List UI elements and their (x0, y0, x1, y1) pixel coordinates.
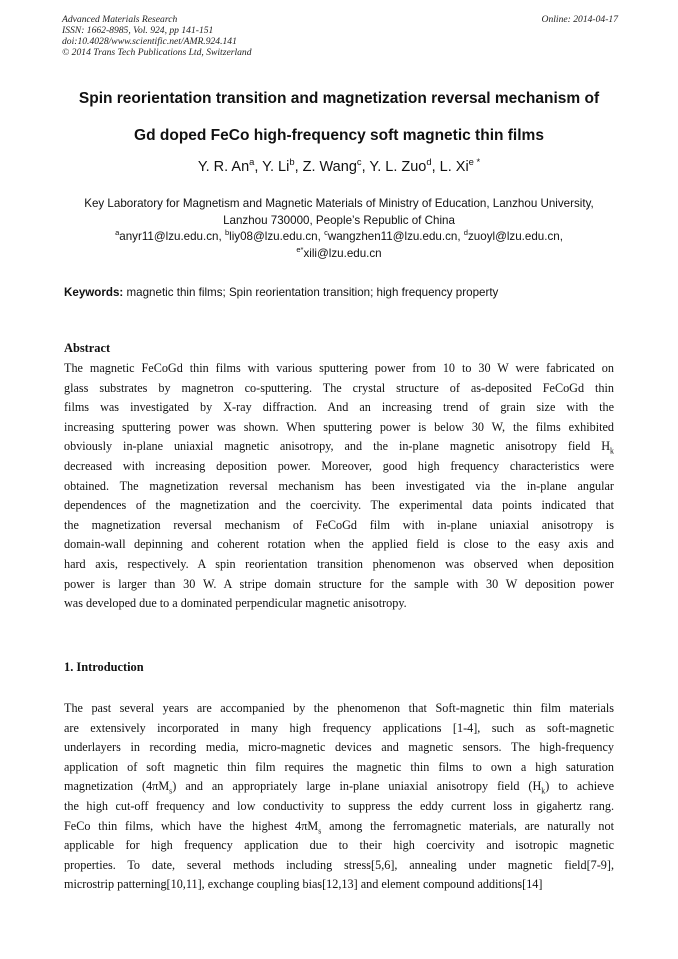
email-mark: d (463, 228, 468, 238)
affiliation-block (58, 196, 620, 262)
introduction-line: magnetization $(4\pi M_s)$ and an appropriately large in-plane uniaxial anisotropy field $(H_k)$ to achieve (64, 779, 614, 796)
author-name: Z. Wang (302, 159, 357, 175)
doi-line: doi:10.4028/www.scientific.net/AMR.924.141 (62, 36, 237, 47)
author-name: L. Xi (439, 159, 469, 175)
keywords-label: Keywords: (64, 286, 124, 299)
abstract-line: increasing sputtering power was shown. When sputtering power is below 30 W, the films exhibited (64, 419, 614, 434)
issn-line: ISSN: 1662-8985, Vol. 924, pp 141-151 (62, 25, 214, 36)
author-email[interactable]: liy08@lzu.edu.cn (229, 230, 318, 243)
email-mark: c (324, 228, 328, 238)
online-date: Online: 2014-04-17 (541, 14, 618, 25)
author-name: Y. R. An (197, 159, 250, 175)
email-list-1: $^a$anyr11@lzu.edu.cn, $^b$liy08@lzu.edu.cn, $^c$wangzhen11@lzu.edu.cn, $^d$zuoyl@lzu.edu.cn, (115, 228, 563, 243)
introduction-line: are extensively incorporated in many high frequency applications [1-4], such as soft-magnetic (64, 720, 614, 735)
introduction-line: application of soft magnetic thin film requires the magnetic thin films to own a high saturation (64, 759, 614, 774)
introduction-line: the high cut-off frequency and low conductivity to suppress the eddy current loss in gigahertz rang. (64, 798, 614, 813)
paper-title-line-1: Spin reorientation transition and magnetization reversal mechanism of (78, 90, 600, 107)
author-affiliation-mark: e * (468, 156, 481, 168)
email-mark: b (224, 228, 230, 238)
author-name: Y. L. Zuo (369, 159, 427, 175)
author-affiliation-mark: c (356, 156, 362, 168)
abstract-line: glass substrates by magnetron co-sputtering. The crystal structure of as-deposited FeCoGd thin (64, 380, 614, 395)
author-affiliation-mark: b (289, 156, 295, 168)
email-mark: e* (296, 244, 304, 254)
abstract-body (64, 359, 614, 614)
journal-header (62, 14, 618, 58)
introduction-line: underlayers in recording media, micro-magnetic devices and magnetic sensors. The high-frequency (64, 740, 614, 755)
paper-title-line-2: Gd doped FeCo high-frequency soft magnetic thin films (134, 127, 544, 144)
author-affiliation-mark: d (426, 156, 432, 168)
abstract-line: obtained. The magnetization reversal mechanism has been investigated via the in-plane angular (64, 478, 614, 493)
introduction-line: microstrip patterning[10,11], exchange coupling bias[12,13] and element compound additions[14] (64, 877, 543, 892)
author-name: Y. Li (262, 159, 290, 175)
introduction-line: FeCo thin films, which have the highest $4\pi M_s$ among the ferromagnetic materials, are naturally not (64, 818, 614, 835)
abstract-line: dependences of the magnetization and the coercivity. The experimental data points indicated that (64, 498, 614, 513)
introduction-body (64, 699, 614, 895)
abstract-heading: Abstract (64, 341, 111, 355)
journal-name: Advanced Materials Research (62, 14, 178, 25)
introduction-line: The past several years are accompanied by the phenomenon that Soft-magnetic thin film materials (64, 701, 614, 715)
abstract-line: obviously in-plane uniaxial magnetic anisotropy, and the in-plane magnetic anisotropy field $H_k$ (64, 439, 614, 456)
keywords-text: magnetic thin films; Spin reorientation transition; high frequency property (123, 286, 499, 299)
author-email[interactable]: anyr11@lzu.edu.cn (119, 230, 219, 243)
abstract-line: The magnetic FeCoGd thin films with various sputtering power from 10 to 30 W were fabricated on (64, 361, 614, 375)
author-affiliation-mark: a (249, 156, 255, 168)
affiliation-line-1: Key Laboratory for Magnetism and Magnetic Materials of Ministry of Education, Lanzhou University, (84, 197, 594, 210)
keywords-line (64, 286, 624, 299)
author-email[interactable]: zuoyl@lzu.edu.cn (468, 230, 560, 243)
abstract-line: domain-wall depinning and coherent rotation when the applied field is close to the easy axis and (64, 537, 614, 552)
abstract-line: power is larger than 30 W. A stripe domain structure for the sample with 30 W deposition power (64, 576, 614, 591)
copyright-line: © 2014 Trans Tech Publications Ltd, Switzerland (62, 47, 252, 58)
abstract-line: the magnetization reversal mechanism of FeCoGd film with in-plane uniaxial anisotropy is (64, 517, 614, 532)
abstract-line: hard axis, respectively. A spin reorientation transition phenomenon was observed when deposition (64, 556, 614, 571)
affiliation-line-2: Lanzhou 730000, People’s Republic of China (223, 213, 455, 227)
abstract-line: was developed due to a dominated perpendicular magnetic anisotropy. (64, 596, 407, 611)
introduction-line: properties. To date, several methods including stress[5,6], annealing under magnetic field[7-9], (64, 857, 614, 872)
introduction-line: applicable for high frequency application due to their high coercivity and isotropic magnetic (64, 838, 614, 853)
author-list: Y. R. An$^a$, Y. Li$^b$, Z. Wang$^c$, Y. L. Zuo$^d$, L. $Xi^{e *}$ (197, 156, 481, 175)
author-email[interactable]: xili@lzu.edu.cn (303, 246, 382, 260)
abstract-line: films was investigated by X-ray diffraction. And an increasing trend of grain size with the (64, 400, 614, 415)
author-email[interactable]: wangzhen11@lzu.edu.cn (327, 230, 458, 243)
abstract-line: decreased with increasing deposition power. Moreover, good high frequency characteristics were (64, 458, 614, 473)
introduction-heading: 1. Introduction (64, 660, 144, 674)
email-list-2 (58, 246, 620, 263)
email-mark: a (115, 228, 120, 238)
